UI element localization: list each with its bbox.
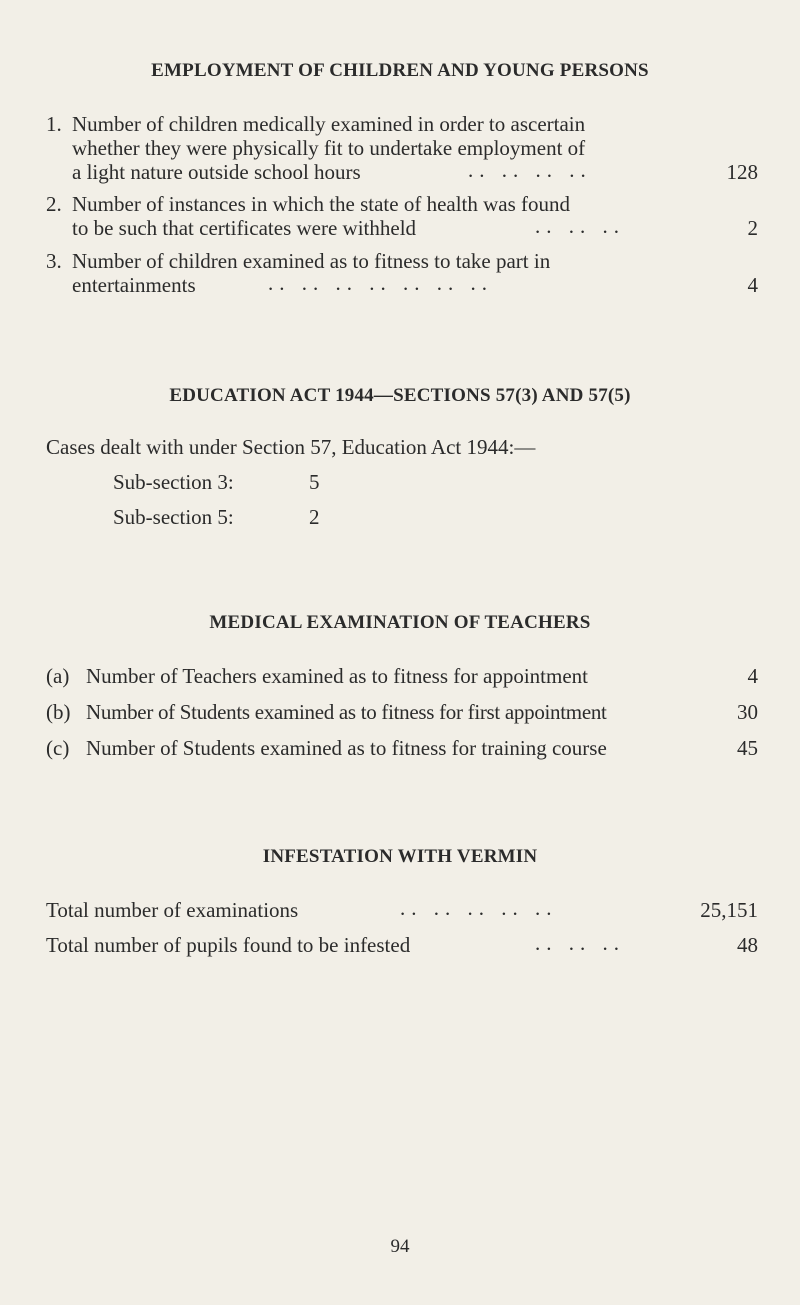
subsection-value: 2 <box>309 505 320 529</box>
education-act-intro: Cases dealt with under Section 57, Education Act 1944:— <box>46 435 536 459</box>
item-line: a light nature outside school hours <box>72 160 361 184</box>
teachers-heading: MEDICAL EXAMINATION OF TEACHERS <box>209 612 591 633</box>
item-marker: 1. <box>46 112 62 136</box>
dot-leader: .. .. .. <box>535 931 625 955</box>
dot-leader: .. .. .. .. .. <box>400 896 558 920</box>
employment-heading: EMPLOYMENT OF CHILDREN AND YOUNG PERSONS <box>151 60 649 81</box>
item-line: to be such that certificates were withheld <box>72 216 417 240</box>
item-marker: 2. <box>46 192 62 216</box>
item-line: Number of children examined as to fitness to take part in <box>72 249 551 273</box>
education-act-heading: EDUCATION ACT 1944—SECTIONS 57(3) AND 57(5) <box>169 385 631 406</box>
item-line: whether they were physically fit to undertake employment of <box>72 136 586 160</box>
page-number: 94 <box>390 1236 410 1257</box>
item-line: Number of children medically examined in order to ascertain <box>72 112 586 136</box>
row-value: 25,151 <box>700 898 758 922</box>
row-text: Total number of pupils found to be infested <box>46 933 411 957</box>
item-value: 2 <box>747 216 758 240</box>
row-text: Number of Teachers examined as to fitness for appointment <box>86 664 588 688</box>
item-value: 128 <box>726 160 758 184</box>
row-value: 45 <box>737 736 758 760</box>
row-marker: (a) <box>46 664 70 688</box>
row-value: 4 <box>747 664 758 688</box>
item-value: 4 <box>747 273 758 297</box>
subsection-label: Sub-section 3: <box>113 470 234 494</box>
row-marker: (b) <box>46 700 71 724</box>
row-text: Number of Students examined as to fitness for first appointment <box>86 700 607 724</box>
row-text: Number of Students examined as to fitness for training course <box>86 736 607 760</box>
row-value: 30 <box>737 700 758 724</box>
item-line: entertainments <box>72 273 196 297</box>
row-marker: (c) <box>46 736 70 760</box>
dot-leader: .. .. .. .. <box>468 158 592 182</box>
dot-leader: .. .. .. <box>535 214 625 238</box>
subsection-label: Sub-section 5: <box>113 505 234 529</box>
vermin-heading: INFESTATION WITH VERMIN <box>262 846 538 867</box>
item-marker: 3. <box>46 249 62 273</box>
subsection-value: 5 <box>309 470 320 494</box>
row-text: Total number of examinations <box>46 898 299 922</box>
dot-leader: .. .. .. .. .. .. .. <box>268 271 493 295</box>
item-line: Number of instances in which the state of health was found <box>72 192 571 216</box>
row-value: 48 <box>737 933 758 957</box>
